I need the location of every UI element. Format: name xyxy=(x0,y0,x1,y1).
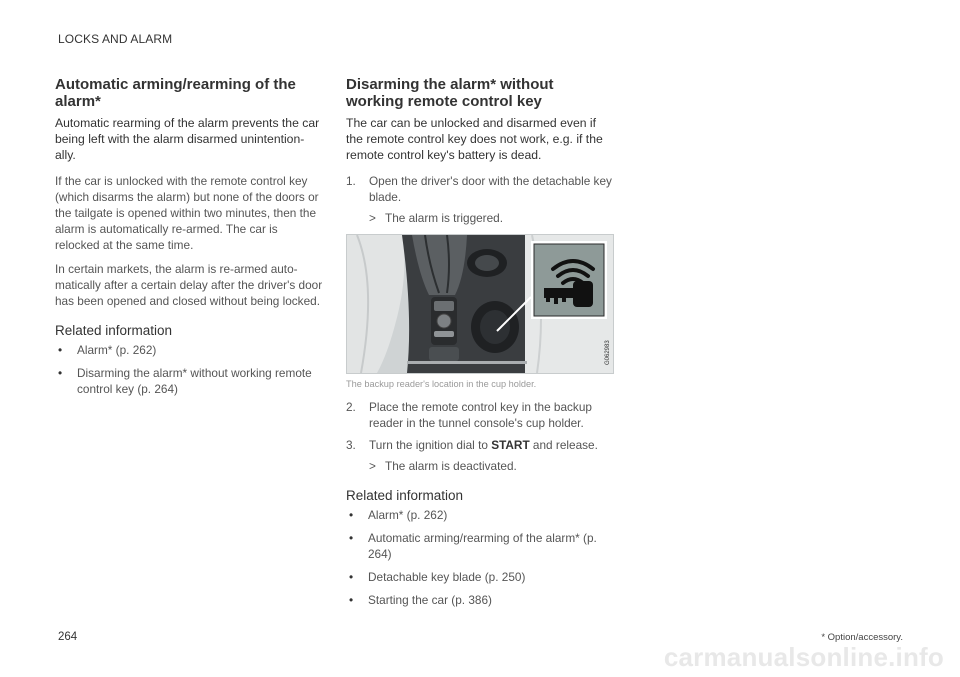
related-link[interactable] xyxy=(346,507,614,523)
running-header: LOCKS AND ALARM xyxy=(58,32,173,46)
related-link-label: Automatic arming/rearming of the alarm* (p. 264) xyxy=(368,531,597,561)
step-text: Place the remote control key in the backup reader in the tunnel console's cup holder. xyxy=(369,400,592,430)
procedure-steps-continued xyxy=(346,399,614,474)
result-arrow-icon: > xyxy=(369,211,376,225)
procedure-step xyxy=(346,173,614,226)
figure-caption: The backup reader's location in the cup holder. xyxy=(346,379,537,389)
related-info-title: Related information xyxy=(55,323,173,338)
step-number: 1. xyxy=(346,174,356,188)
footnote: * Option/accessory. xyxy=(821,632,903,643)
step-number: 2. xyxy=(346,400,356,414)
section-lead-auto-arming: Automatic rearming of the alarm prevents the car being left with the alarm disarmed unintention-ally. xyxy=(55,116,320,162)
related-link[interactable] xyxy=(55,342,323,358)
related-link[interactable] xyxy=(346,569,614,585)
bullet-icon: • xyxy=(349,531,354,545)
related-link[interactable] xyxy=(55,365,323,397)
right-column xyxy=(346,76,614,615)
related-link[interactable] xyxy=(346,592,614,608)
step-result xyxy=(369,458,614,474)
figure-code: G062983 xyxy=(605,340,611,365)
step-text-after: and release. xyxy=(529,438,598,452)
left-column xyxy=(55,76,323,404)
related-link-label: Disarming the alarm* without working remote control key (p. 264) xyxy=(77,366,312,396)
page-number: 264 xyxy=(58,631,78,643)
related-link-label: Starting the car (p. 386) xyxy=(368,593,492,607)
related-info-list xyxy=(346,507,614,608)
bullet-icon: • xyxy=(58,366,63,380)
related-info-title: Related information xyxy=(346,488,464,503)
bullet-icon: • xyxy=(349,508,354,522)
body-paragraph: In certain markets, the alarm is re-armed auto-matically after a certain delay after the driver's door has been opened and closed without being locked. xyxy=(55,262,323,308)
procedure-step xyxy=(346,399,614,431)
step-result-text: The alarm is deactivated. xyxy=(385,459,517,473)
step-keyword: START xyxy=(491,438,530,452)
related-info-list xyxy=(55,342,323,397)
step-result-text: The alarm is triggered. xyxy=(385,211,504,225)
body-paragraph: If the car is unlocked with the remote control key (which disarms the alarm) but none of the doors or the tailgate is opened within two minutes, then the alarm is automatically re-armed. The car is relocked at the same time. xyxy=(55,174,319,252)
step-result xyxy=(369,210,614,226)
bullet-icon: • xyxy=(349,570,354,584)
section-title-auto-arming: Automatic arming/rearming of the alarm* xyxy=(55,76,296,110)
section-title-disarming: Disarming the alarm* without working remote control key xyxy=(346,76,554,110)
result-arrow-icon: > xyxy=(369,459,376,473)
bullet-icon: • xyxy=(349,593,354,607)
related-link-label: Alarm* (p. 262) xyxy=(77,343,157,357)
procedure-steps xyxy=(346,173,614,226)
section-lead-disarming: The car can be unlocked and disarmed even if the remote control key does not work, e.g. if the remote control key's battery is dead. xyxy=(346,116,603,162)
related-link[interactable] xyxy=(346,530,614,562)
step-text: Open the driver's door with the detachable key blade. xyxy=(369,174,612,204)
watermark: carmanualsonline.info xyxy=(663,642,944,672)
step-number: 3. xyxy=(346,438,356,452)
related-link-label: Alarm* (p. 262) xyxy=(368,508,448,522)
related-link-label: Detachable key blade (p. 250) xyxy=(368,570,526,584)
backup-reader-illustration xyxy=(346,234,614,374)
procedure-step xyxy=(346,437,614,474)
bullet-icon: • xyxy=(58,343,63,357)
cup-holder-illustration xyxy=(347,235,613,373)
step-text-before: Turn the ignition dial to xyxy=(369,438,492,452)
